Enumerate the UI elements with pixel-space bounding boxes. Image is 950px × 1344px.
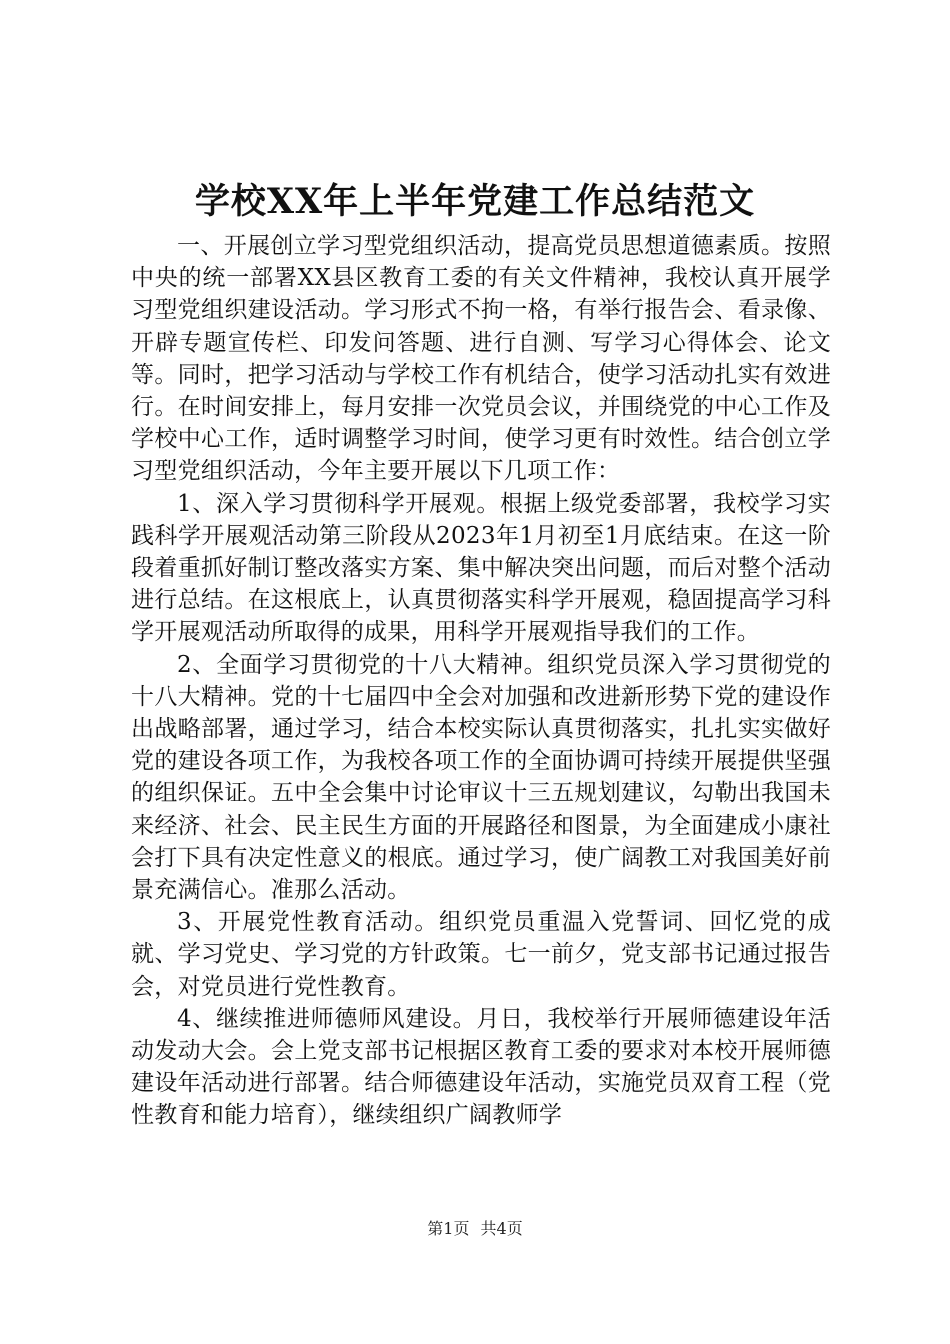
page-number: 第1页 (427, 1219, 470, 1238)
paragraph-2: 1、深入学习贯彻科学开展观。根据上级党委部署，我校学习实践科学开展观活动第三阶段从2023年1月初至1月底结束。在这一阶段着重抓好制订整改落实方案、集中解决突出问题，而后对整个活动进行总结。在这根底上，认真贯彻落实科学开展观，稳固提高学习科学开展观活动所取得的成果，用科学开展观指导我们的工作。 (131, 490, 831, 646)
paragraph-1: 一、开展创立学习型党组织活动，提高党员思想道德素质。按照中央的统一部署XX县区教育工委的有关文件精神，我校认真开展学习型党组织建设活动。学习形式不拘一格，有举行报告会、看录像、开辟专题宣传栏、印发问答题、进行自测、写学习心得体会、论文等。同时，把学习活动与学校工作有机结合，使学习活动扎实有效进行。在时间安排上，每月安排一次党员会议，并围绕党的中心工作及学校中心工作，适时调整学习时间，使学习更有时效性。结合创立学习型党组织活动，今年主要开展以下几项工作： (131, 233, 831, 485)
paragraph-5: 4、继续推进师德师风建设。月日，我校举行开展师德建设年活动发动大会。会上党支部书记根据区教育工委的要求对本校开展师德建设年活动进行部署。结合师德建设年活动，实施党员双育工程（党性教育和能力培育），继续组织广阔教师学 (131, 1005, 831, 1129)
document-title: 学校XX年上半年党建工作总结范文 (194, 181, 756, 222)
page-footer (0, 1218, 950, 1240)
paragraph-3: 2、全面学习贯彻党的十八大精神。组织党员深入学习贯彻党的十八大精神。党的十七届四中全会对加强和改进新形势下党的建设作出战略部署，通过学习，结合本校实际认真贯彻落实，扎扎实实做好党的建设各项工作，为我校各项工作的全面协调可持续开展提供坚强的组织保证。五中全会集中讨论审议十三五规划建议，勾勒出我国未来经济、社会、民主民生方面的开展路径和图景，为全面建成小康社会打下具有决定性意义的根底。通过学习，使广阔教工对我国美好前景充满信心。准那么活动。 (131, 651, 831, 904)
paragraph-4: 3、开展党性教育活动。组织党员重温入党誓词、回忆党的成就、学习党史、学习党的方针政策。七一前夕，党支部书记通过报告会，对党员进行党性教育。 (131, 909, 831, 1000)
document-body (131, 230, 831, 1132)
page-total: 共4页 (480, 1219, 523, 1238)
